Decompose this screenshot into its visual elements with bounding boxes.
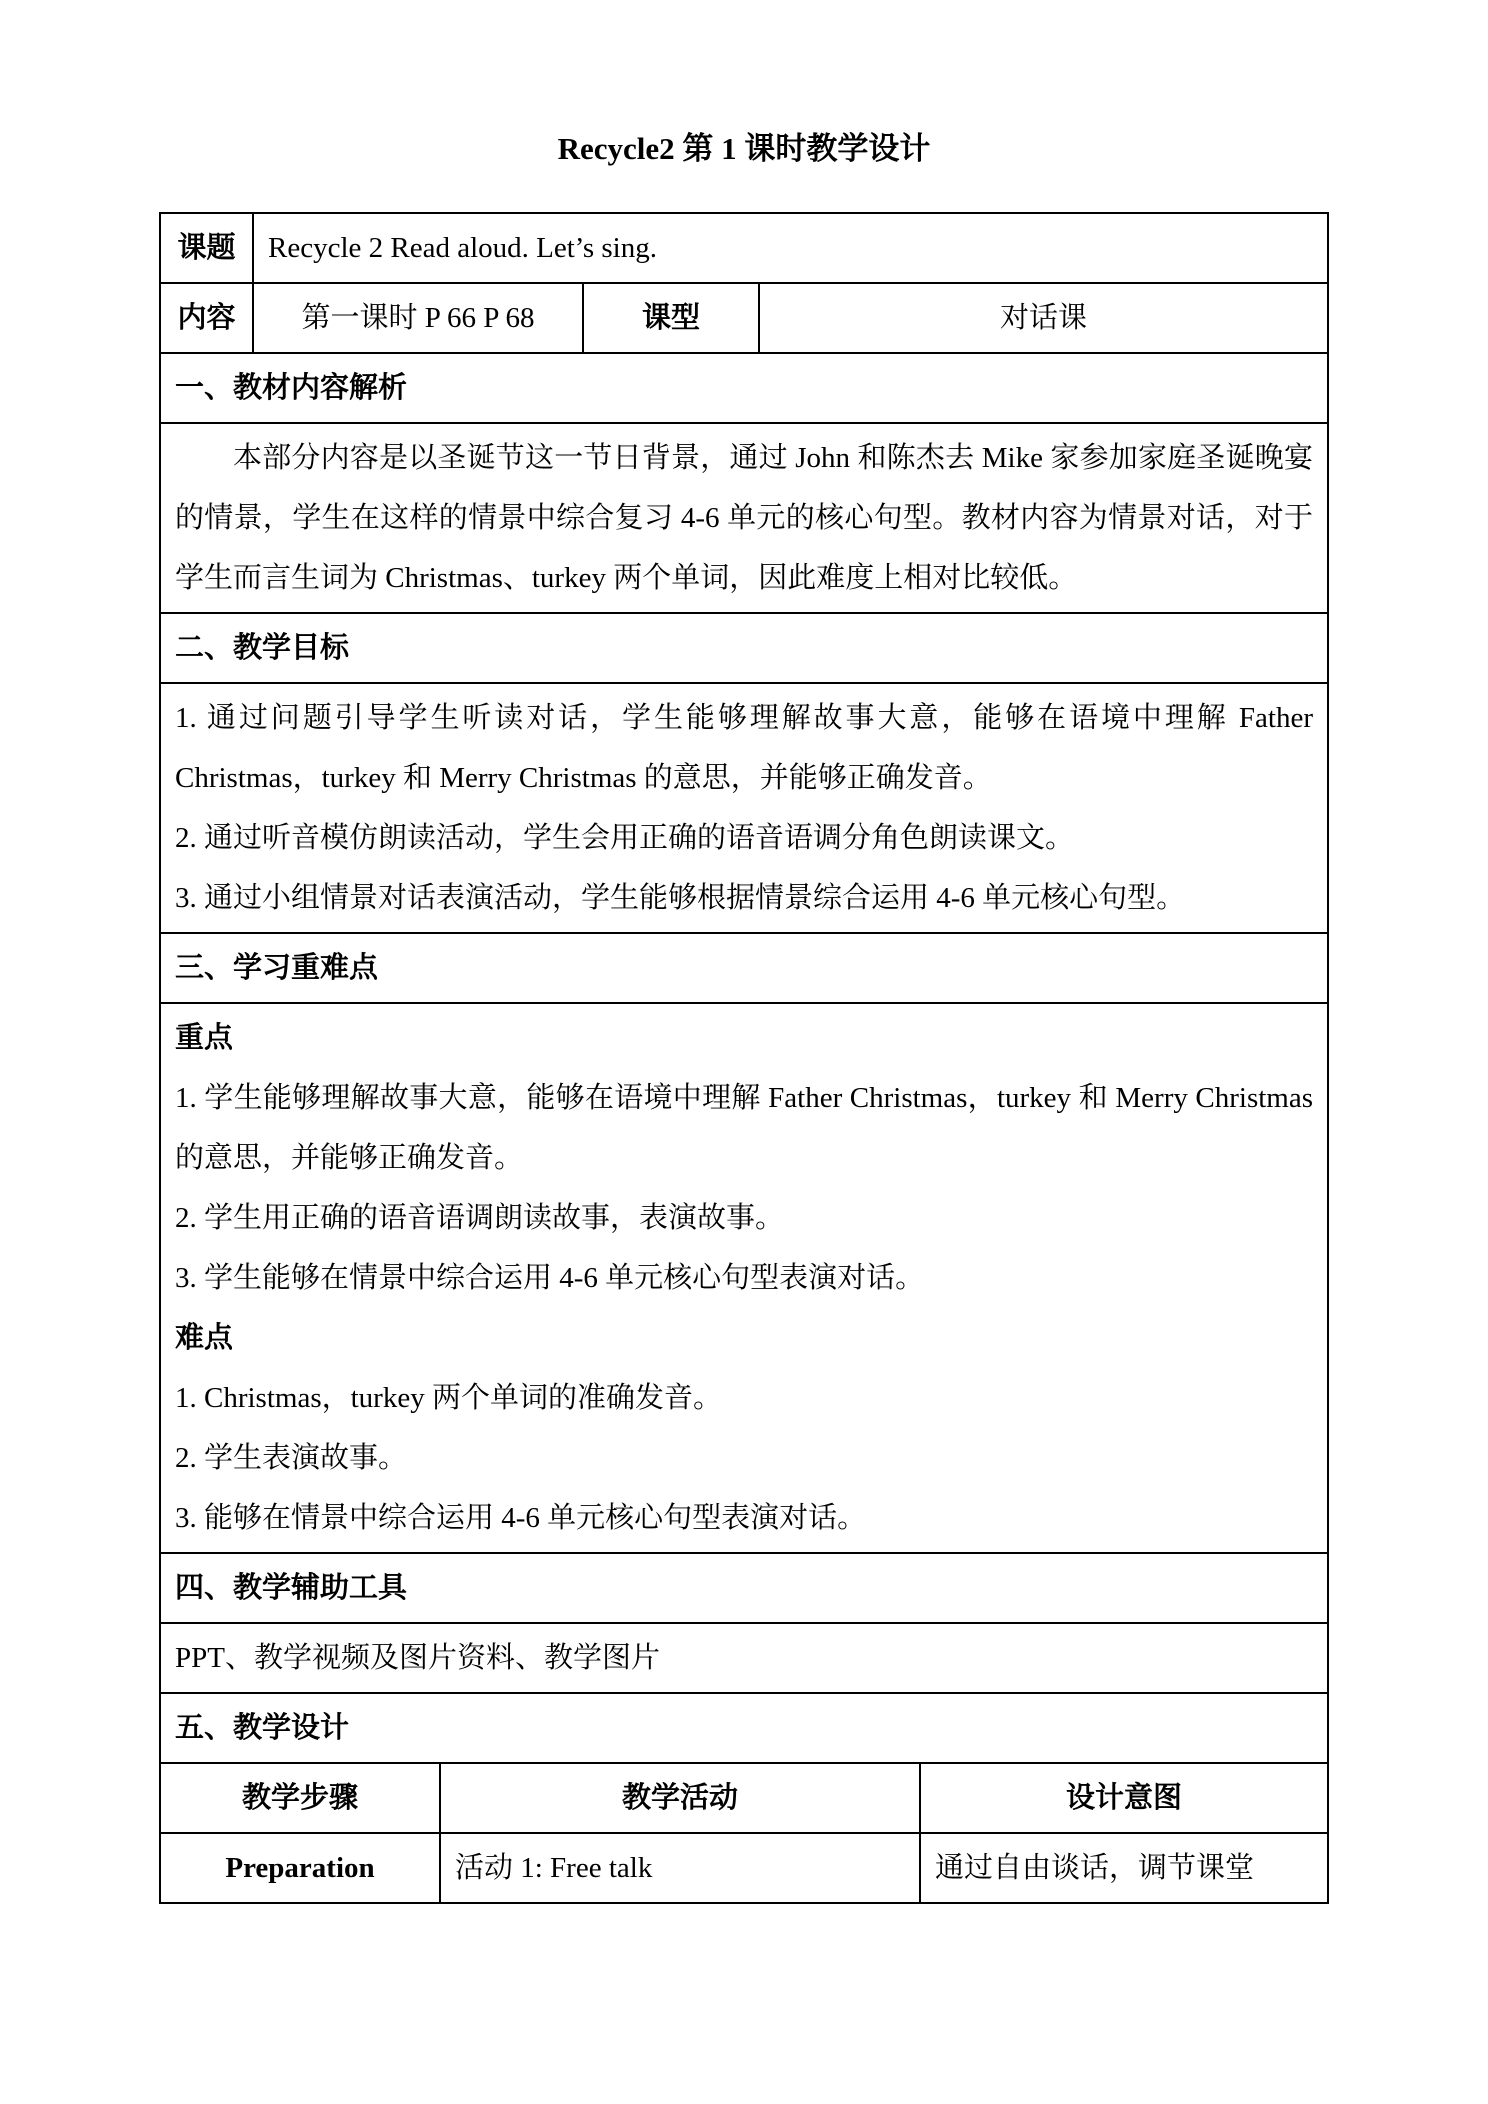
objectives-heading: 二、教学目标 (175, 632, 350, 664)
objectives-list (161, 684, 1327, 932)
design-heading: 五、教学设计 (175, 1712, 350, 1744)
keypoints-list (161, 1004, 1327, 1552)
tools-heading: 四、教学辅助工具 (175, 1572, 408, 1604)
design-heading-row (161, 1694, 1327, 1764)
topic-label: 课题 (161, 214, 254, 282)
topic-row (161, 214, 1327, 284)
important-label: 重点 (175, 1022, 234, 1054)
objective-item-1: 1. 通过问题引导学生听读对话，学生能够理解故事大意，能够在语境中理解 Father Christmas，turkey 和 Merry Christmas 的意思，并能够正确发音。 (175, 702, 1313, 794)
lesson-plan-table (159, 212, 1329, 1904)
objectives-body-row (161, 684, 1327, 934)
content-label: 内容 (161, 284, 254, 352)
difficult-item-3: 3. 能够在情景中综合运用 4-6 单元核心句型表演对话。 (175, 1502, 867, 1534)
keypoints-heading-row (161, 934, 1327, 1004)
design-col-steps: 教学步骤 (161, 1764, 441, 1832)
difficult-label: 难点 (175, 1322, 234, 1354)
design-activity: 活动 1: Free talk (441, 1834, 921, 1902)
keypoints-body-row (161, 1004, 1327, 1554)
important-item-1: 1. 学生能够理解故事大意，能够在语境中理解 Father Christmas，turkey 和 Merry Christmas 的意思，并能够正确发音。 (175, 1082, 1313, 1174)
design-intent: 通过自由谈话，调节课堂 (935, 1852, 1255, 1884)
analysis-heading: 一、教材内容解析 (175, 372, 408, 404)
design-step: Preparation (161, 1834, 441, 1902)
content-value: 第一课时 P 66 P 68 (254, 284, 584, 352)
analysis-body-row (161, 424, 1327, 614)
important-item-3: 3. 学生能够在情景中综合运用 4-6 单元核心句型表演对话。 (175, 1262, 925, 1294)
keypoints-heading: 三、学习重难点 (175, 952, 379, 984)
analysis-body: 本部分内容是以圣诞节这一节日背景，通过 John 和陈杰去 Mike 家参加家庭圣诞晚宴的情景，学生在这样的情景中综合复习 4-6 单元的核心句型。教材内容为情景对话，对于学生而言生词为 Christmas、turkey 两个单词，因此难度上相对比较低。 (175, 442, 1313, 594)
design-col-intent: 设计意图 (1065, 1782, 1182, 1814)
tools-heading-row (161, 1554, 1327, 1624)
difficult-item-1: 1. Christmas，turkey 两个单词的准确发音。 (175, 1382, 722, 1414)
lesson-type-label: 课型 (584, 284, 760, 352)
lesson-type-value: 对话课 (999, 302, 1087, 334)
objectives-heading-row (161, 614, 1327, 684)
analysis-heading-row (161, 354, 1327, 424)
difficult-item-2: 2. 学生表演故事。 (175, 1442, 408, 1474)
design-table-row (161, 1834, 1327, 1902)
tools-body-row (161, 1624, 1327, 1694)
important-item-2: 2. 学生用正确的语音语调朗读故事，表演故事。 (175, 1202, 785, 1234)
topic-value: Recycle 2 Read aloud. Let’s sing. (268, 232, 657, 264)
content-type-row (161, 284, 1327, 354)
objective-item-3: 3. 通过小组情景对话表演活动，学生能够根据情景综合运用 4-6 单元核心句型。 (175, 882, 1186, 914)
design-col-activities: 教学活动 (441, 1764, 921, 1832)
tools-body: PPT、教学视频及图片资料、教学图片 (175, 1642, 660, 1674)
objective-item-2: 2. 通过听音模仿朗读活动，学生会用正确的语音语调分角色朗读课文。 (175, 822, 1075, 854)
document-title: Recycle2 第 1 课时教学设计 (557, 131, 931, 166)
design-table-header-row (161, 1764, 1327, 1834)
